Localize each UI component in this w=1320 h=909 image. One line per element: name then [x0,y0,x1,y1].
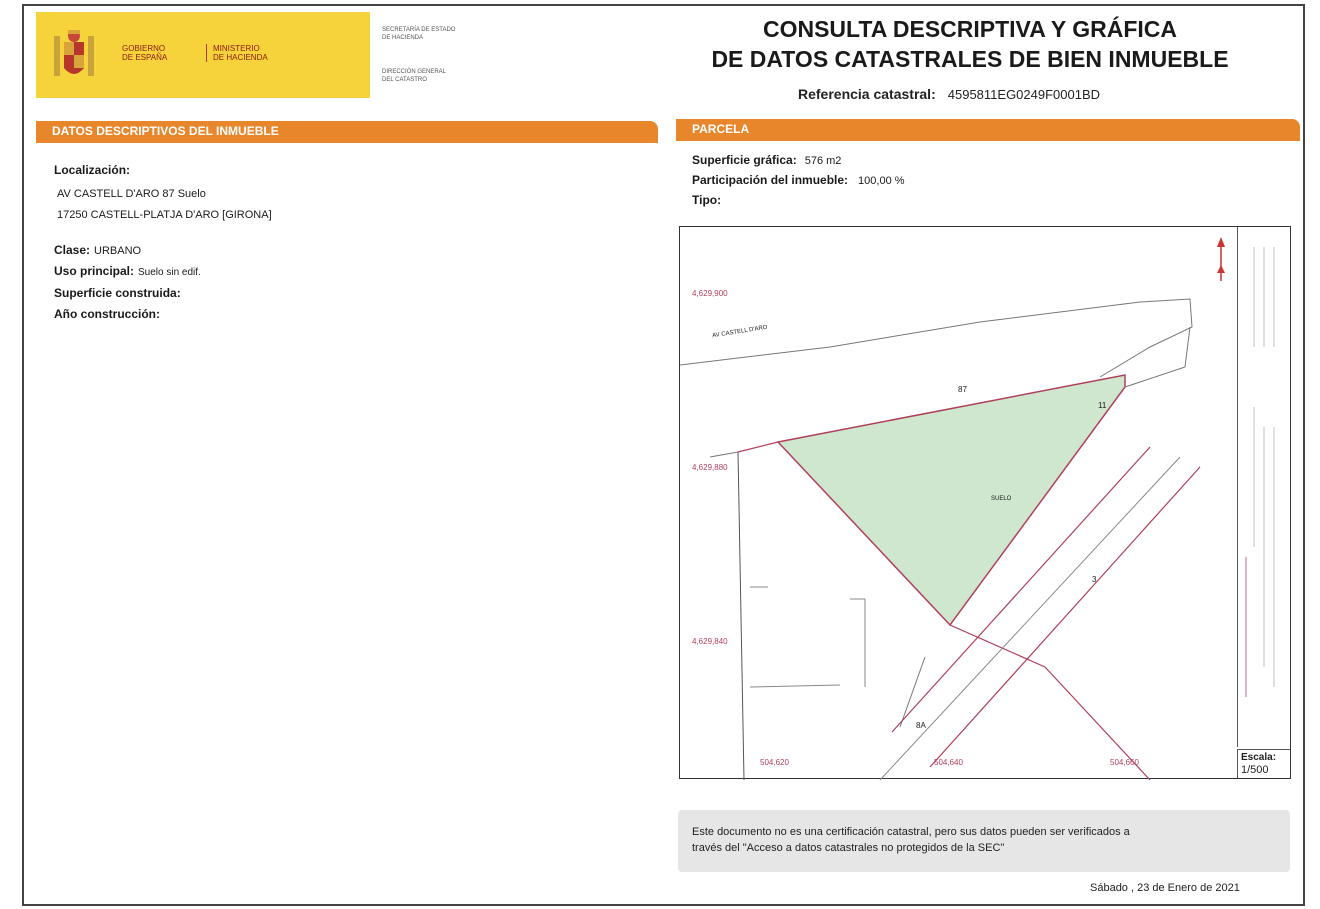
street-label: AV CASTELL D'ARO [711,324,768,340]
cadastral-reference [798,86,1100,102]
anio-construccion-label: Año construcción: [54,307,161,321]
neighbour-line [1125,367,1185,387]
parcel-map-drawing [680,227,1236,780]
coat-of-arms-icon [50,26,98,84]
government-logo-block [36,12,476,98]
map-scale-box [1237,749,1290,778]
directorate-text [382,68,446,84]
document-title [700,14,1240,74]
descriptive-section-underline [36,141,658,143]
road-line [950,625,1045,667]
suelo-label: SUELO [991,496,1012,502]
map-legend-column [1237,227,1289,747]
secretariat-box [370,12,476,98]
ministry-name [206,44,268,62]
uso-label: Uso principal: [54,264,135,278]
superficie-grafica-row [692,153,841,167]
descriptive-section-header: DATOS DESCRIPTIVOS DEL INMUEBLE [36,121,658,141]
x-coord-mid: 504,640 [934,758,963,767]
superficie-grafica-label: Superficie gráfica: [692,153,797,167]
street-outline [680,299,1192,377]
disclaimer-note [678,810,1290,872]
participacion-label: Participación del inmueble: [692,173,849,187]
neighbour-line [738,452,744,780]
uso-value: Suelo sin edif. [138,267,201,278]
government-name [122,44,167,62]
misc-line [750,685,840,687]
min-line1: MINISTERIO [213,44,260,53]
neighbour-line [1185,327,1190,367]
title-line2: DE DATOS CATASTRALES DE BIEN INMUEBLE [711,46,1229,72]
gov-line1: GOBIERNO [122,44,166,53]
parcel-polygon [778,375,1125,625]
clase-row [54,243,141,257]
cadastral-map [679,226,1291,779]
dir-line1: DIRECCIÓN GENERAL [382,69,447,75]
clase-value: URBANO [94,245,142,257]
dir-line2: DEL CATASTRO [382,77,427,83]
ref-value: 4595811EG0249F0001BD [947,87,1101,102]
title-line1: CONSULTA DESCRIPTIVA Y GRÁFICA [762,16,1178,42]
neighbour-line [738,442,778,452]
parcel-number-11: 11 [1098,401,1107,410]
legend-strokes [1238,227,1290,747]
localizacion-label: Localización: [54,163,131,177]
escala-label: Escala: [1241,752,1277,763]
x-coord-left: 504,620 [760,758,789,767]
document-date: Sábado , 23 de Enero de 2021 [1090,882,1240,894]
superficie-construida-label: Superficie construida: [54,286,181,300]
parcel-number-87: 87 [958,385,967,394]
uso-row [54,264,201,278]
label-8a: 8A [916,721,926,730]
parcel-number-3: 3 [1092,575,1097,584]
y-coord-top: 4,629,900 [692,289,728,298]
address-line1: AV CASTELL D'ARO 87 Suelo [57,188,206,200]
neighbour-line [710,452,738,457]
y-coord-mid: 4,629,880 [692,463,728,472]
parcela-section-underline [676,139,1300,141]
secretariat-text [382,26,455,42]
road-line [900,657,925,727]
x-coord-right: 504,660 [1110,758,1139,767]
superficie-grafica-value: 576 m2 [804,155,842,167]
y-coord-bot: 4,629,840 [692,637,728,646]
clase-label: Clase: [54,243,91,257]
north-arrow-icon [1214,235,1228,285]
address-line2: 17250 CASTELL-PLATJA D'ARO [GIRONA] [57,209,272,221]
note-line1: Este documento no es una certificación catastral, pero sus datos pueden ser verificados a [692,826,1130,838]
gov-line2: DE ESPAÑA [122,53,168,62]
ref-label: Referencia catastral: [798,86,936,102]
sec-line2: DE HACIENDA [382,35,424,41]
min-line2: DE HACIENDA [213,53,268,62]
participacion-value: 100,00 % [858,175,905,187]
participacion-row [692,173,905,187]
parcela-section-header: PARCELA [676,119,1300,139]
note-line2: través del "Acceso a datos catastrales no protegidos de la SEC" [692,842,1005,854]
escala-value: 1/500 [1241,764,1269,776]
tipo-label: Tipo: [692,193,722,207]
sec-line1: SECRETARÍA DE ESTADO [382,27,456,33]
